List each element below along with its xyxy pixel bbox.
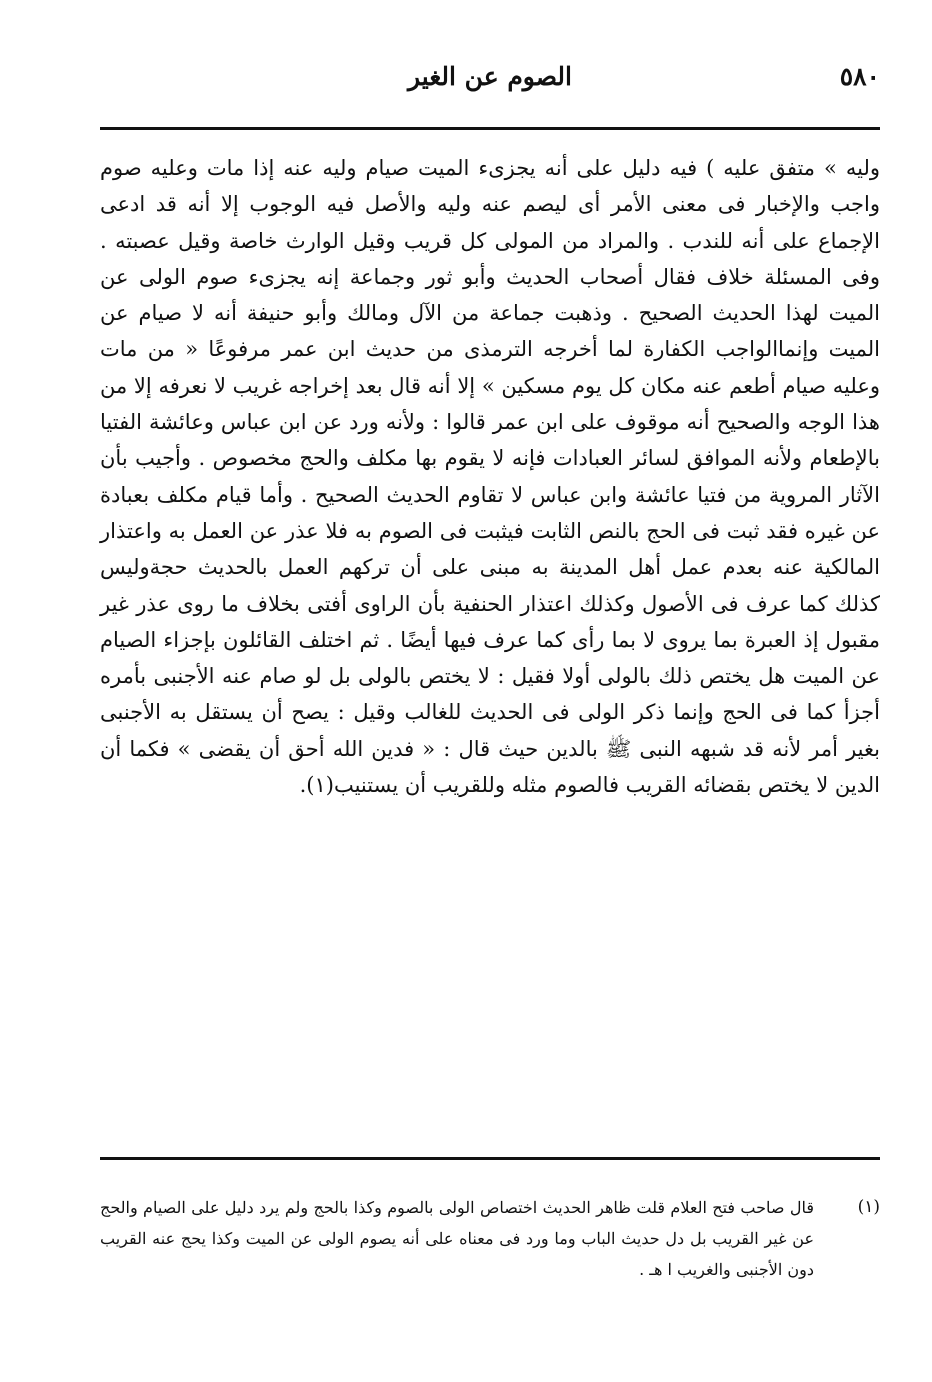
footnote-divider xyxy=(100,1157,880,1160)
footnote-text: قال صاحب فتح العلام قلت ظاهر الحديث اختصاص الولى بالصوم وكذا بالحج ولم يرد دليل على الصيام والحج عن غير القريب بل دل حديث الباب وما ورد فى معناه على أنه يصوم الولى عن الميت وكذا يحج عنه القريب دون الأجنبى والغريب ا هـ . xyxy=(100,1198,814,1279)
main-body-text: وليه » متفق عليه ) فيه دليل على أنه يجزىء الميت صيام وليه عنه إذا مات وعليه صوم واجب والإخبار فى معنى الأمر أى ليصم عنه وليه والأصل فيه الوجوب إلا أنه قد ادعى الإجماع على أنه للندب . والمراد من المولى كل قريب وقيل الوارث خاصة وقيل عصبته . وفى المسئلة خلاف فقال أصحاب الحديث وأبو ثور وجماعة إنه يجزىء صوم الولى عن الميت لهذا الحديث الصحيح . وذهبت جماعة من الآل ومالك وأبو حنيفة أنه لا صيام عن الميت وإنماالواجب الكفارة لما أخرجه الترمذى من حديث ابن عمر مرفوعًا « من مات وعليه صيام أطعم عنه مكان كل يوم مسكين » إلا أنه قال بعد إخراجه غريب لا نعرفه إلا من هذا الوجه والصحيح أنه موقوف على ابن عمر قالوا : ولأنه ورد عن ابن عباس وعائشة الفتيا بالإطعام ولأنه الموافق لسائر العبادات فإنه لا يقوم بها مكلف والحج مخصوص . وأجيب بأن الآثار المروية من فتيا عائشة وابن عباس لا تقاوم الحديث الصحيح . وأما قيام مكلف بعبادة عن غيره فقد ثبت فى الحج بالنص الثابت فيثبت فى الصوم به فلا عذر عن العمل به واعتذار المالكية عنه بعدم عمل أهل المدينة به مبنى على أن تركهم العمل بالحديث حجةوليس كذلك كما عرف فى الأصول وكذلك اعتذار الحنفية بأن الراوى أفتى بخلاف ما روى عذر غير مقبول إذ العبرة بما يروى لا بما رأى كما عرف فيها أيضًا . ثم اختلف القائلون بإجزاء الصيام عن الميت هل يختص ذلك بالولى أولا فقيل : لا يختص بالولى بل لو صام عنه الأجنبى بأمره أجزأ كما فى الحج وإنما ذكر الولى فى الحديث للغالب وقيل : يصح أن يستقل به الأجنبى بغير أمر لأنه قد شبهه النبى ﷺ بالدين حيث قال : « فدين الله أحق أن يقضى » فكما أن الدين لا يختص بقضائه القريب فالصوم مثله وللقريب أن يستنيب(١). xyxy=(100,156,880,798)
page-header xyxy=(100,60,880,116)
running-title: الصوم عن الغير xyxy=(408,62,572,91)
footnote-marker: (١) xyxy=(857,1197,880,1217)
page-number: ٥٨٠ xyxy=(839,62,880,91)
header-divider xyxy=(100,127,880,130)
